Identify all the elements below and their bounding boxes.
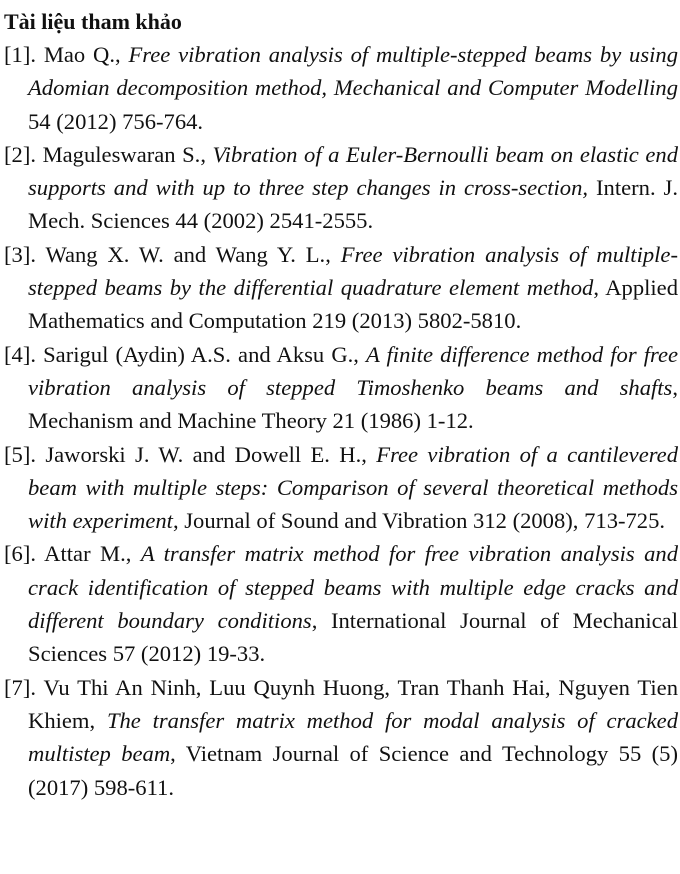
reference-source: 54 (2012) 756-764. [28, 108, 204, 134]
reference-number: [5]. [4, 441, 36, 467]
reference-number: [7]. [4, 674, 36, 700]
reference-authors: Sarigul (Aydin) A.S. and Aksu G., [43, 341, 359, 367]
reference-source: , Journal of Sound and Vibration 312 (2008), 713-725. [172, 508, 666, 534]
reference-item [2, 38, 678, 138]
reference-title: A transfer matrix method for free vibration analysis and crack identification of stepped beams with multiple edge cracks and different boundary conditions [28, 541, 678, 634]
reference-item [2, 537, 678, 670]
reference-number: [1]. [4, 42, 36, 67]
reference-authors: Vu Thi An Ninh, Luu Quynh Huong, Tran Thanh Hai, Nguyen Tien Khiem, [28, 674, 679, 733]
reference-title: Free vibration analysis of multiple-stepped beams by using Adomian decomposition method, Mechanical and Computer Modelling [28, 42, 678, 101]
reference-number: [6]. [4, 541, 36, 567]
reference-item [2, 438, 678, 538]
reference-title: Free vibration of a cantilevered beam with multiple steps: Comparison of several theoretical methods with experiment [28, 441, 678, 534]
reference-authors: Maguleswaran S., [42, 141, 206, 167]
reference-item [2, 671, 678, 804]
section-heading: Tài liệu tham khảo [4, 9, 182, 34]
reference-source: , Vietnam Journal of Science and Technology 55 (5) (2017) 598-611. [28, 741, 678, 800]
reference-title: Vibration of a Euler-Bernoulli beam on elastic end supports and with up to three step changes in cross-section, [28, 141, 678, 201]
reference-item [2, 138, 678, 238]
reference-source: , International Journal of Mechanical Sciences 57 (2012) 19-33. [28, 608, 678, 667]
reference-authors: Jaworski J. W. and Dowell E. H., [45, 441, 367, 467]
reference-source: Intern. J. Mech. Sciences 44 (2002) 2541-2555. [28, 175, 678, 234]
reference-title: A finite difference method for free vibration analysis of stepped Timoshenko beams and shafts [28, 341, 679, 400]
reference-source: , Mechanism and Machine Theory 21 (1986) 1-12. [28, 374, 678, 434]
reference-number: [4]. [4, 341, 36, 367]
reference-title: Free vibration analysis of multiple-stepped beams by the differential quadrature element method [28, 241, 678, 301]
reference-source: , Applied Mathematics and Computation 219 (2013) 5802-5810. [28, 275, 678, 334]
reference-title: The transfer matrix method for modal analysis of cracked multistep beam [28, 707, 678, 767]
reference-authors: Wang X. W. and Wang Y. L., [45, 241, 331, 267]
reference-authors: Mao Q., [43, 42, 121, 67]
reference-item [2, 238, 678, 338]
reference-authors: Attar M., [44, 541, 132, 567]
reference-number: [2]. [4, 141, 36, 167]
reference-number: [3]. [4, 241, 36, 267]
reference-item [2, 338, 678, 438]
